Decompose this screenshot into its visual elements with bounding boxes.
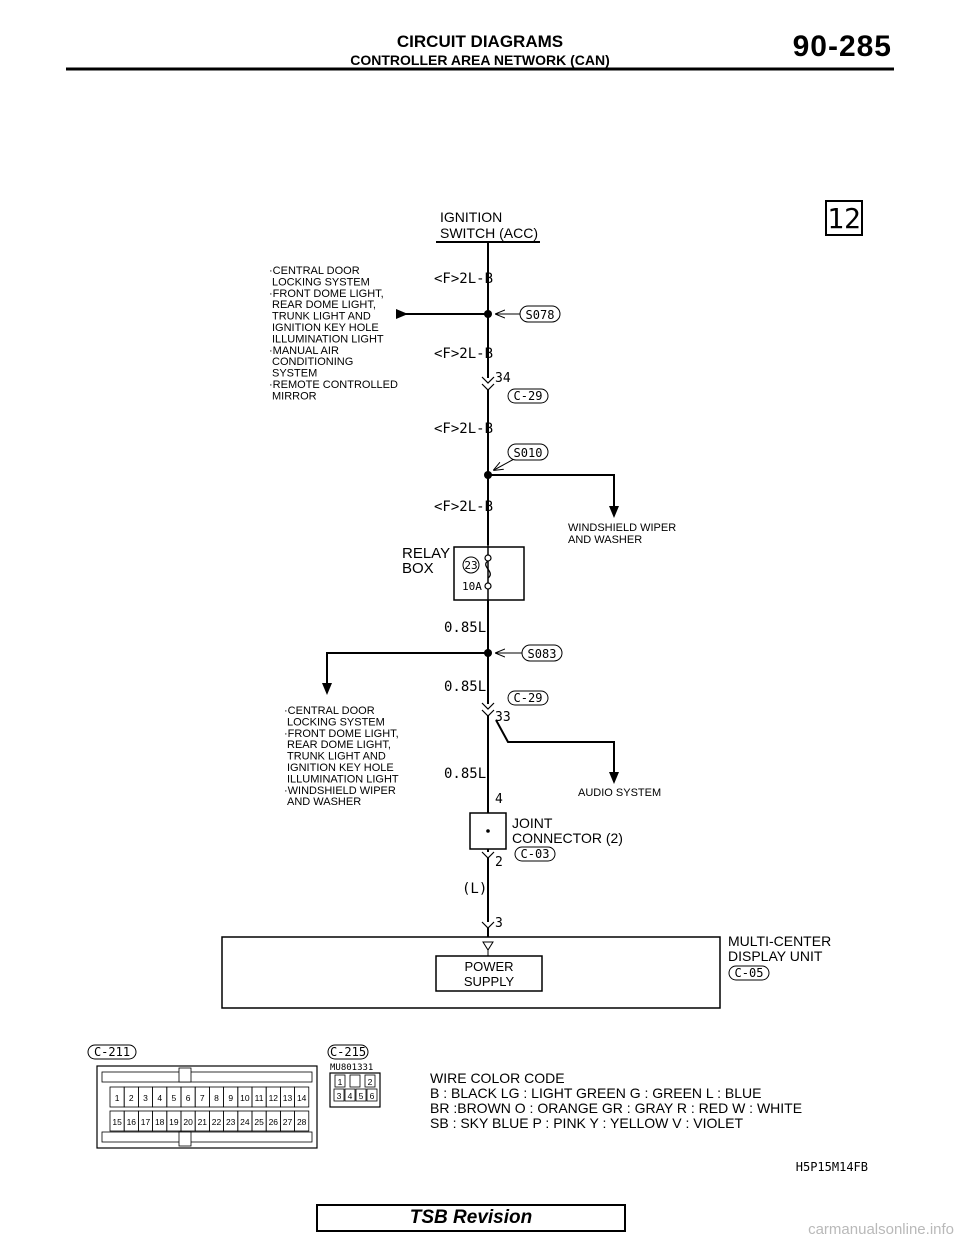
- splice-s083-label: S083: [527, 647, 557, 661]
- c211-pin-number: 25: [254, 1117, 264, 1127]
- c211-pin-number: 13: [282, 1093, 293, 1103]
- c215-pin-number: 3: [336, 1091, 342, 1101]
- left_branch_1-line: MIRROR: [272, 390, 317, 403]
- ignition-switch-label-1: IGNITION: [440, 209, 503, 225]
- relay-box-label-1: RELAY: [402, 545, 451, 562]
- ignition-switch-label-2: SWITCH (ACC): [440, 225, 538, 241]
- c211-pin-number: 19: [169, 1117, 179, 1127]
- fuse-terminal-bottom: [485, 583, 491, 589]
- left_branch_2-line: ·FRONT DOME LIGHT,: [284, 727, 399, 740]
- left_branch_2-line: LOCKING SYSTEM: [287, 716, 385, 729]
- c211-pin-number: 11: [254, 1093, 264, 1103]
- connector-c05-label: C-05: [734, 966, 764, 980]
- connector-c211-label: C-211: [93, 1045, 131, 1059]
- c211-pin-number: 27: [282, 1117, 293, 1127]
- c211-pin-number: 2: [128, 1093, 134, 1103]
- left_branch_2-line: IGNITION KEY HOLE: [287, 762, 394, 774]
- c211-pin-number: 23: [225, 1117, 236, 1127]
- windshield-label-1: WINDSHIELD WIPER: [568, 522, 677, 534]
- wire-color-code-title: WIRE COLOR CODE: [430, 1070, 565, 1086]
- joint-connector-label-2: CONNECTOR (2): [512, 830, 623, 846]
- wire-label-2: <F>2L-B: [434, 346, 494, 362]
- left_branch_2-line: TRUNK LIGHT AND: [287, 750, 386, 763]
- joint-connector-label-1: JOINT: [512, 815, 553, 831]
- fuse-rating: 10A: [462, 580, 482, 593]
- connector-c211-pins: [110, 1087, 309, 1131]
- connector-c05-symbol: [482, 922, 494, 928]
- sheet-number: 12: [827, 202, 861, 235]
- c211-pin-number: 5: [171, 1093, 177, 1103]
- c215-pin-number: 2: [367, 1077, 373, 1087]
- left_branch_1-line: IGNITION KEY HOLE: [272, 322, 379, 334]
- fuse-number: 23: [464, 559, 478, 572]
- connector-c03-label: C-03: [520, 847, 550, 861]
- connector-c03-symbol: [482, 852, 494, 858]
- connector-code: MU801331: [330, 1063, 374, 1073]
- multi-center-label-2: DISPLAY UNIT: [728, 948, 823, 964]
- wire-color-code-line-3: SB : SKY BLUE P : PINK Y : YELLOW V : VIOLET: [430, 1115, 744, 1131]
- terminal-marker: [483, 942, 493, 950]
- c211-pin-number: 1: [114, 1093, 120, 1103]
- joint-connector-dot: [486, 829, 490, 833]
- power-supply-label-2: SUPPLY: [463, 974, 515, 989]
- wire-label-8: (L): [462, 881, 488, 897]
- windshield-label-2: AND WASHER: [568, 534, 643, 546]
- connector-c215-pins: [334, 1075, 377, 1101]
- c211-pin-number: 8: [214, 1093, 219, 1103]
- connector-c215-label: C-215: [329, 1045, 367, 1059]
- left_branch_1-line: LOCKING SYSTEM: [272, 276, 370, 289]
- wire-color-code-line-2: BR :BROWN O : ORANGE GR : GRAY R : RED W : WHITE: [430, 1100, 803, 1116]
- c211-pin-number: 14: [296, 1093, 307, 1103]
- left_branch_2-line: ·CENTRAL DOOR: [284, 705, 375, 717]
- connector-c211-rail-top: [102, 1072, 312, 1082]
- pin-34: 34: [495, 371, 511, 386]
- fuse-terminal-top: [485, 555, 491, 561]
- c211-pin-number: 15: [112, 1117, 122, 1127]
- c211-pin-number: 21: [197, 1117, 208, 1127]
- pin-4: 4: [495, 792, 503, 807]
- left_branch_1-line: SYSTEM: [272, 367, 318, 380]
- c215-pin-number: 1: [337, 1077, 343, 1087]
- audio-branch-wire: [496, 720, 614, 778]
- figure-code: H5P15M14FB: [795, 1160, 868, 1174]
- header-title: CIRCUIT DIAGRAMS: [396, 32, 564, 51]
- left_branch_2-line: REAR DOME LIGHT,: [287, 739, 391, 752]
- pin-2: 2: [495, 855, 503, 870]
- branch-1-destinations: [269, 265, 398, 402]
- footer-site: carmanualsonline.info: [808, 1221, 954, 1238]
- left_branch_2-line: AND WASHER: [287, 796, 362, 809]
- c211-pin-number: 16: [126, 1117, 137, 1127]
- wire-label-4: <F>2L-B: [434, 499, 494, 515]
- connector-c29-b-label: C-29: [513, 691, 543, 705]
- c215-pin-number: 6: [369, 1091, 375, 1101]
- wire-color-code-line-1: B : BLACK LG : LIGHT GREEN G : GREEN L : BLUE: [430, 1085, 762, 1101]
- pin-3: 3: [495, 916, 503, 931]
- c211-pin-number: 6: [185, 1093, 191, 1103]
- left_branch_1-line: ·MANUAL AIR: [269, 344, 339, 357]
- connector-c211-latch-top: [179, 1068, 191, 1082]
- page-number: 90-285: [792, 30, 892, 63]
- c215-blank-cell: [350, 1075, 360, 1087]
- c211-pin-number: 20: [183, 1117, 193, 1127]
- c211-pin-number: 17: [140, 1117, 151, 1127]
- splice-s010-label: S010: [513, 446, 543, 460]
- connector-c29-a-label: C-29: [513, 389, 543, 403]
- windshield-branch-wire: [488, 475, 614, 512]
- c211-pin-number: 22: [211, 1117, 222, 1127]
- connector-c211-latch-bottom: [179, 1132, 191, 1146]
- c211-pin-number: 24: [240, 1117, 250, 1127]
- branch-2-destinations: [284, 705, 399, 808]
- relay-box-label-2: BOX: [402, 560, 434, 577]
- left_branch_1-line: ILLUMINATION LIGHT: [272, 333, 384, 346]
- left_branch_1-line: REAR DOME LIGHT,: [272, 299, 376, 312]
- c211-pin-number: 9: [228, 1093, 234, 1103]
- c211-pin-number: 3: [143, 1093, 148, 1103]
- connector-c211-rail-bottom: [102, 1132, 312, 1142]
- audio-system-label: AUDIO SYSTEM: [578, 787, 662, 799]
- wire-label-6: 0.85L: [444, 679, 487, 695]
- tsb-revision: TSB Revision: [316, 1204, 626, 1232]
- wire-label-5: 0.85L: [444, 620, 487, 636]
- connector-c29-b-symbol: [482, 703, 494, 716]
- c211-pin-number: 28: [296, 1117, 307, 1127]
- multi-center-label-1: MULTI-CENTER: [728, 933, 832, 949]
- connector-c29-a-symbol: [482, 377, 494, 390]
- left_branch_2-line: ILLUMINATION LIGHT: [287, 773, 399, 786]
- c211-pin-number: 18: [154, 1117, 165, 1127]
- left_branch_1-line: CONDITIONING: [272, 356, 354, 369]
- c211-pin-number: 26: [268, 1117, 279, 1127]
- left_branch_2-line: ·WINDSHIELD WIPER: [284, 784, 396, 797]
- wire-label-1: <F>2L-B: [434, 271, 494, 287]
- c211-pin-number: 4: [157, 1093, 163, 1103]
- header-subtitle: CONTROLLER AREA NETWORK (CAN): [350, 52, 610, 68]
- wire-label-7: 0.85L: [444, 766, 487, 782]
- left_branch_1-line: ·CENTRAL DOOR: [269, 265, 360, 277]
- pin-33: 33: [495, 710, 511, 725]
- c211-pin-number: 12: [268, 1093, 279, 1103]
- splice-s078-label: S078: [525, 308, 555, 322]
- c215-pin-number: 5: [358, 1091, 364, 1101]
- left_branch_1-line: TRUNK LIGHT AND: [272, 310, 371, 323]
- left_branch_1-line: ·REMOTE CONTROLLED: [269, 379, 398, 391]
- left_branch_1-line: ·FRONT DOME LIGHT,: [269, 287, 384, 300]
- wire-label-3: <F>2L-B: [434, 421, 494, 437]
- c211-pin-number: 7: [199, 1093, 205, 1103]
- c211-pin-number: 10: [240, 1093, 250, 1103]
- c215-pin-number: 4: [347, 1091, 353, 1101]
- power-supply-label-1: POWER: [464, 959, 514, 974]
